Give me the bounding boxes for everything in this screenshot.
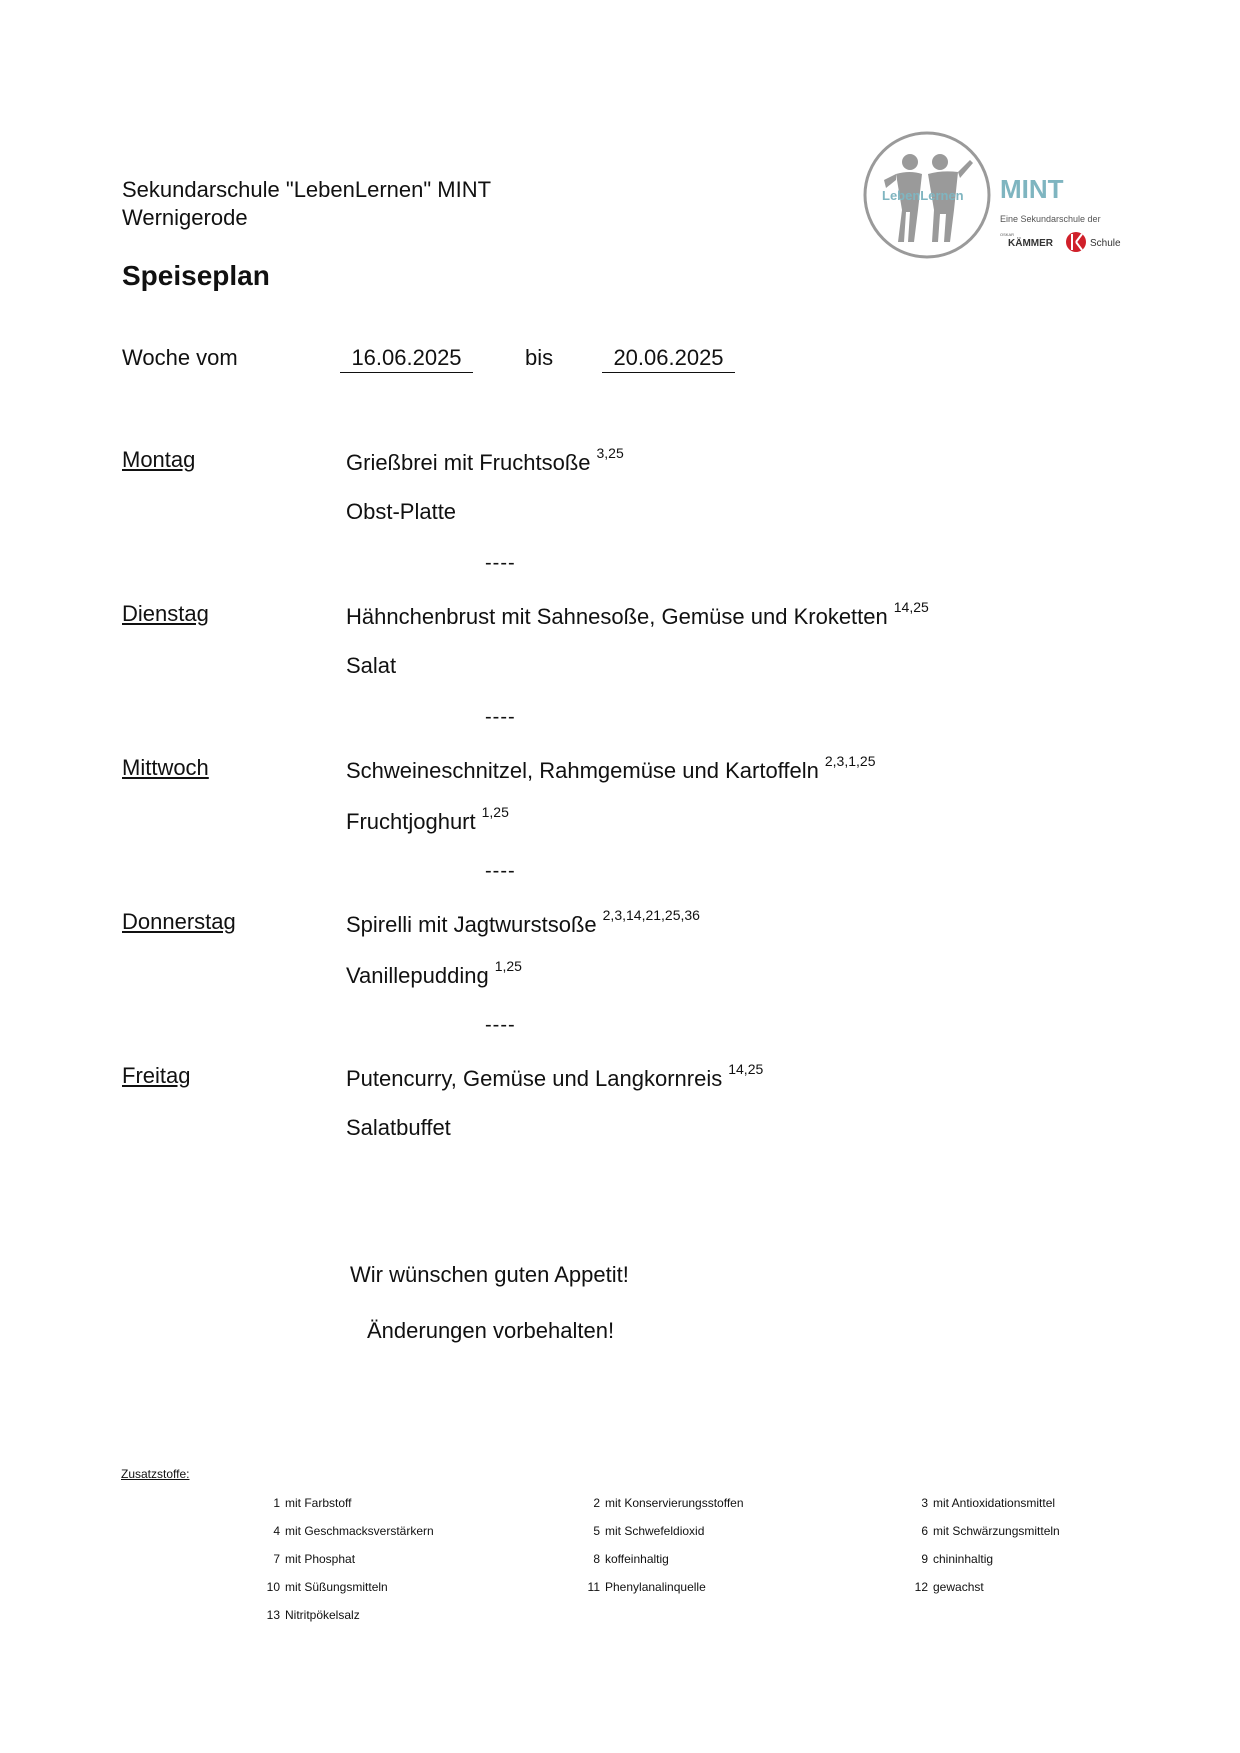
- day-monday: Montag: [122, 447, 196, 472]
- dish-text: Fruchtjoghurt: [346, 809, 476, 834]
- additive-item: 11 Phenylanalinquelle: [587, 1580, 706, 1594]
- day-thursday: Donnerstag: [122, 909, 236, 934]
- dish-side: [346, 957, 522, 989]
- additive-codes: 2,3,1,25: [824, 752, 876, 769]
- additive-codes: 14,25: [893, 598, 929, 615]
- dish-text: Obst-Platte: [346, 499, 457, 524]
- week-label: Woche vom: [122, 345, 238, 370]
- dish-side: [346, 1115, 451, 1141]
- dish-main: [346, 598, 929, 630]
- dish-main: [346, 444, 624, 476]
- dish-main: [346, 752, 876, 784]
- logo-mint-text: MINT: [1000, 174, 1064, 204]
- week-from-date: 16.06.2025: [340, 345, 473, 373]
- dish-text: Putencurry, Gemüse und Langkornreis: [346, 1066, 723, 1091]
- week-to-label: bis: [525, 345, 554, 370]
- school-city: Wernigerode: [122, 205, 248, 230]
- week-to-date: 20.06.2025: [602, 345, 735, 373]
- dish-side: [346, 653, 396, 679]
- additive-item: 7 mit Phosphat: [273, 1552, 356, 1566]
- additive-item: 5 mit Schwefeldioxid: [593, 1524, 705, 1538]
- day-tuesday: Dienstag: [122, 601, 209, 626]
- closing-changes: Änderungen vorbehalten!: [367, 1318, 615, 1343]
- additive-item: 6 mit Schwärzungsmitteln: [921, 1524, 1060, 1538]
- additive-codes: 14,25: [728, 1060, 764, 1077]
- logo-brand-text: LebenLernen: [882, 188, 964, 203]
- dish-text: Hähnchenbrust mit Sahnesoße, Gemüse und Kroketten: [346, 604, 888, 629]
- additive-codes: 2,3,14,21,25,36: [602, 906, 700, 923]
- additive-item: 3 mit Antioxidationsmittel: [921, 1496, 1056, 1510]
- dish-text: Grießbrei mit Fruchtsoße: [346, 450, 591, 475]
- additive-item: 10 mit Süßungsmitteln: [266, 1580, 388, 1594]
- additive-item: 2 mit Konservierungsstoffen: [593, 1496, 744, 1510]
- additives-heading: Zusatzstoffe:: [121, 1467, 190, 1481]
- day-wednesday: Mittwoch: [122, 755, 209, 780]
- additive-item: 8 koffeinhaltig: [593, 1552, 669, 1566]
- day-friday: Freitag: [122, 1063, 191, 1088]
- logo-line1: Eine Sekundarschule der: [1000, 214, 1101, 224]
- logo-kaemmer: KÄMMER: [1008, 238, 1053, 249]
- dish-text: Spirelli mit Jagtwurstsoße: [346, 912, 597, 937]
- logo-graphic: [862, 130, 1132, 270]
- day-separator: ----: [485, 860, 516, 882]
- dish-main: [346, 1060, 764, 1092]
- additive-item: 12 gewachst: [914, 1580, 984, 1594]
- additive-codes: 1,25: [481, 803, 509, 820]
- school-header: [122, 176, 491, 232]
- additive-codes: 3,25: [596, 444, 624, 461]
- dish-side: [346, 803, 509, 835]
- additive-item: 13 Nitritpökelsalz: [266, 1608, 360, 1622]
- logo-schule: Schule: [1090, 238, 1121, 249]
- additive-item: 1 mit Farbstoff: [273, 1496, 352, 1510]
- additive-item: 4 mit Geschmacksverstärkern: [273, 1524, 434, 1538]
- school-name: Sekundarschule "LebenLernen" MINT: [122, 177, 492, 202]
- dish-text: Vanillepudding: [346, 963, 489, 988]
- dish-text: Salatbuffet: [346, 1115, 451, 1140]
- day-separator: ----: [485, 706, 516, 728]
- closing-appetit: Wir wünschen guten Appetit!: [350, 1262, 629, 1287]
- logo-oskar: OSKAR: [1000, 232, 1015, 237]
- day-separator: ----: [485, 552, 516, 574]
- dish-side: [346, 499, 456, 525]
- dish-main: [346, 906, 700, 938]
- day-separator: ----: [485, 1014, 516, 1036]
- dish-text: Schweineschnitzel, Rahmgemüse und Kartoffeln: [346, 758, 819, 783]
- dish-text: Salat: [346, 653, 397, 678]
- school-logo: [862, 130, 1132, 270]
- additive-codes: 1,25: [494, 957, 522, 974]
- additive-item: 9 chininhaltig: [921, 1552, 994, 1566]
- page-title: Speiseplan: [122, 260, 270, 291]
